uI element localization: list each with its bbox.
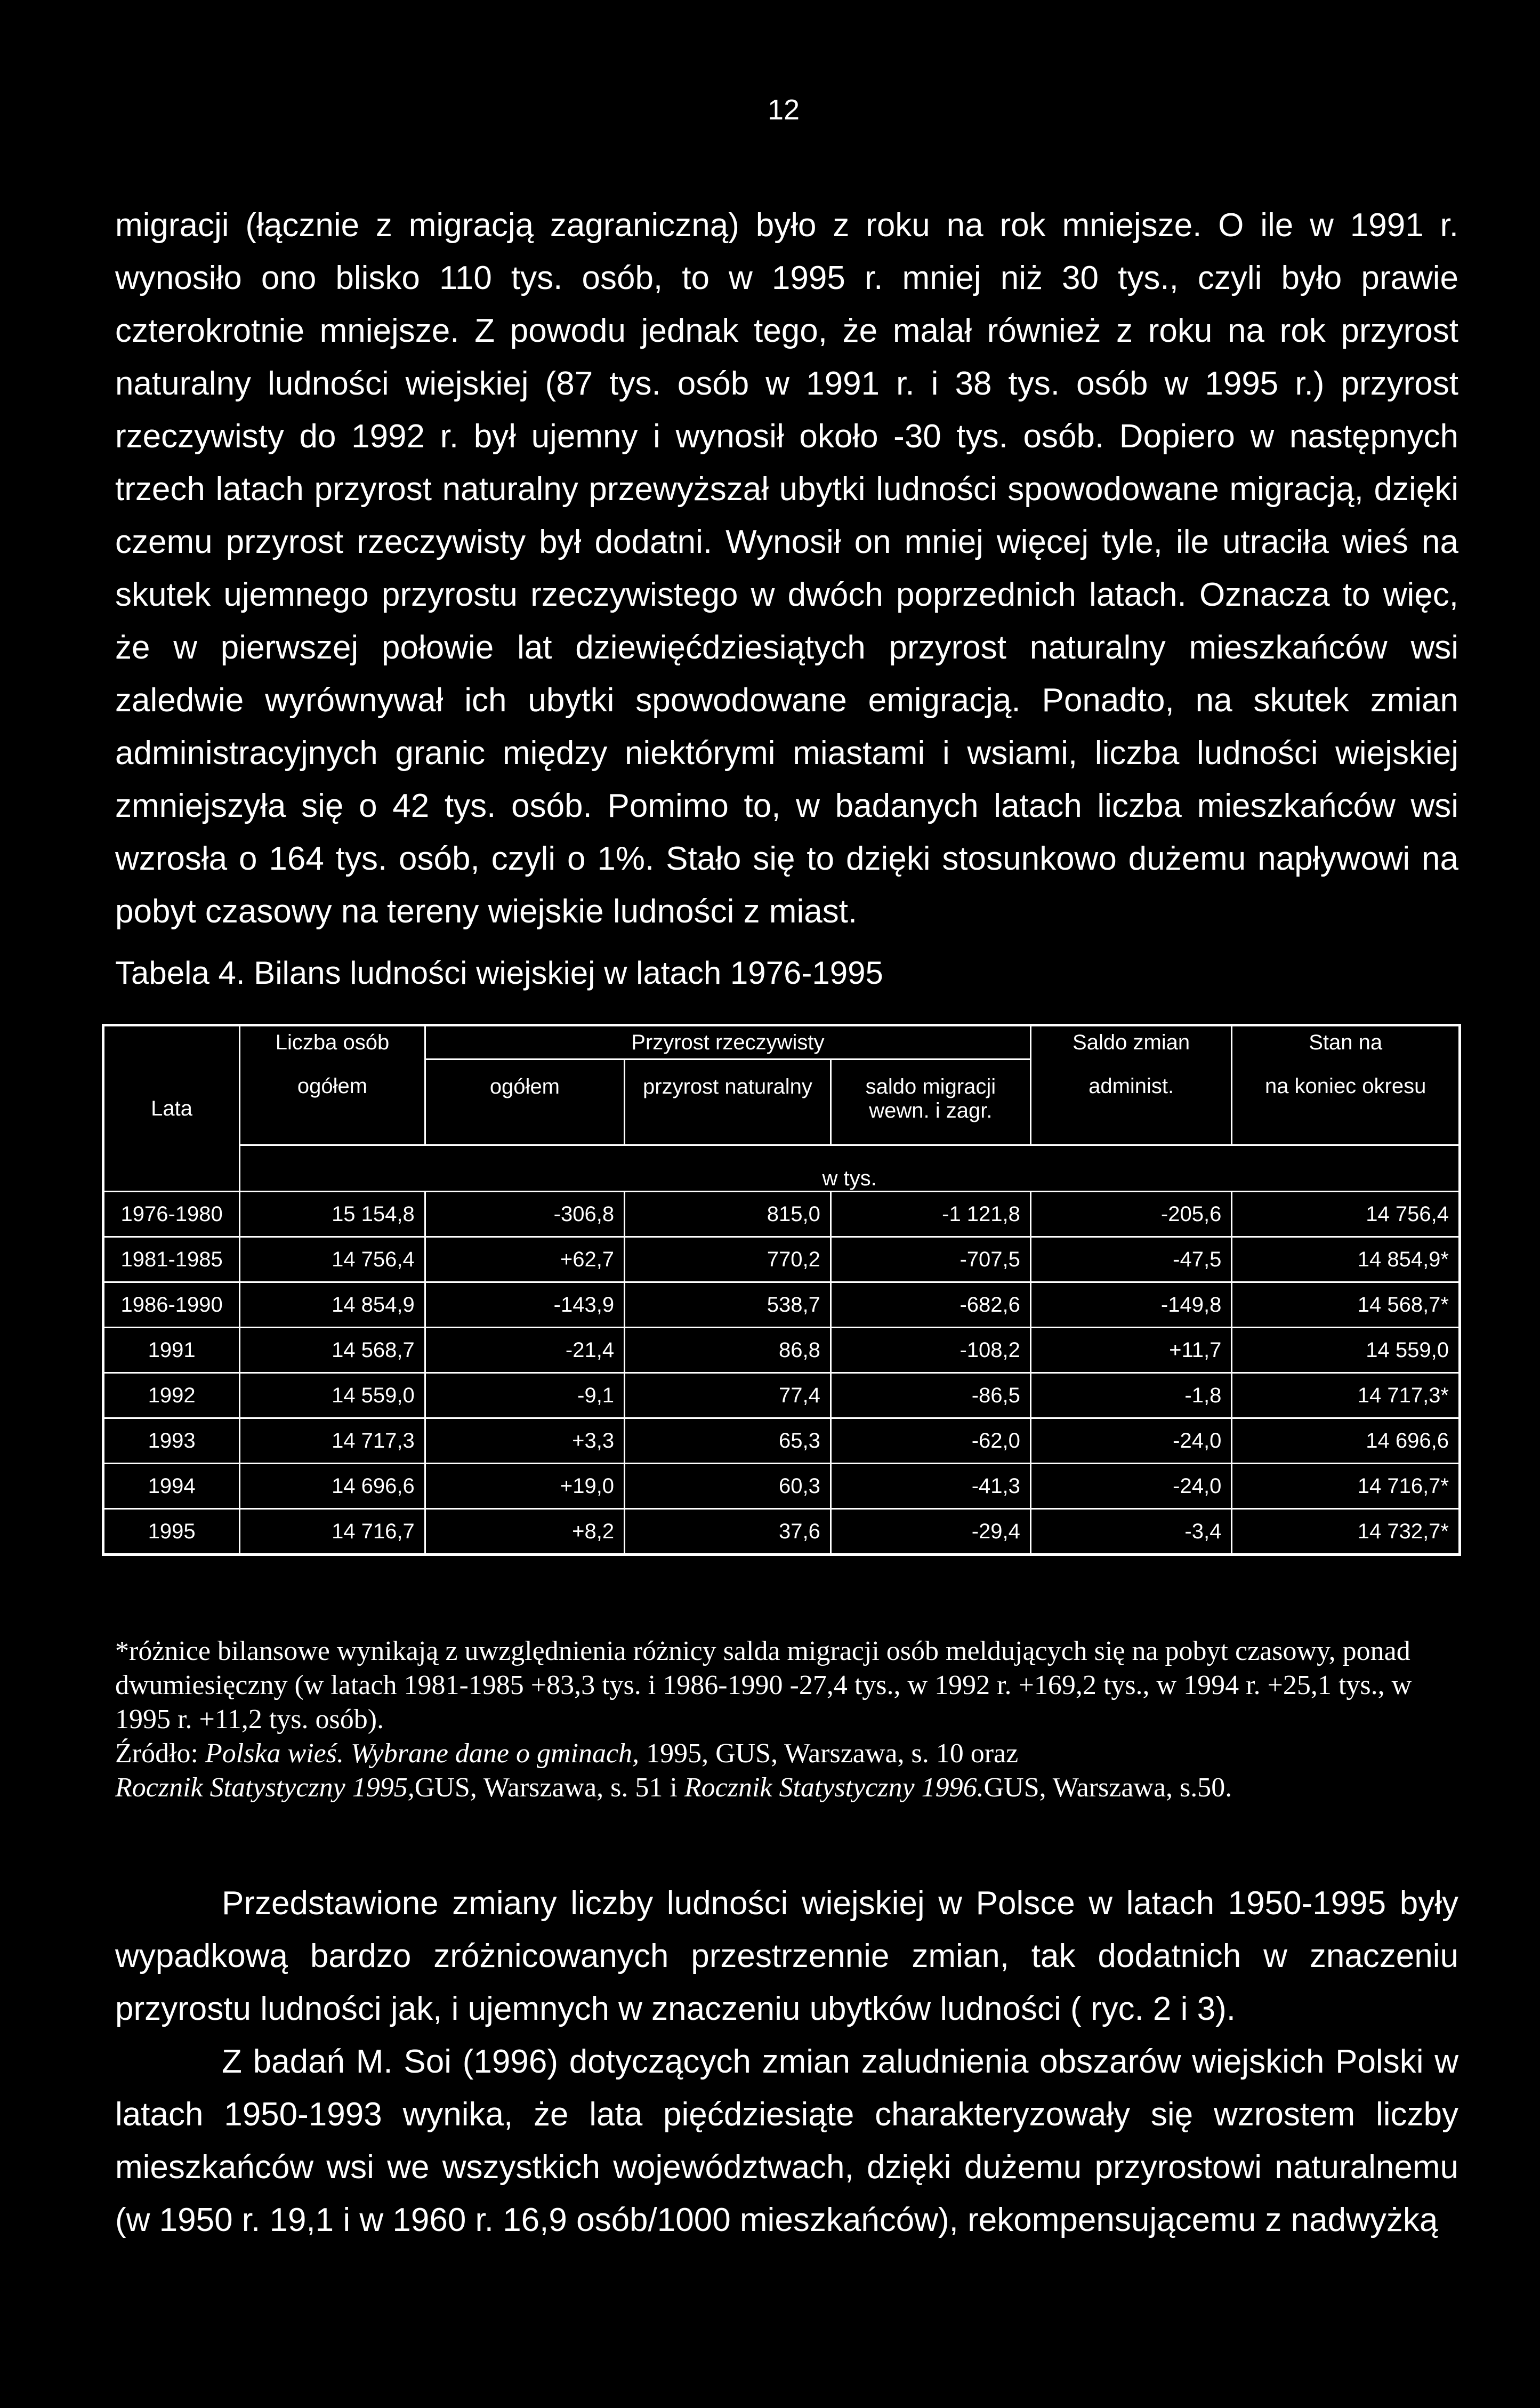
population-balance-table	[102, 1024, 1461, 1556]
header-administ: administ.	[1030, 1059, 1231, 1145]
row-period-cell: 1993	[103, 1418, 240, 1464]
row-period-cell: 1976-1980	[103, 1192, 240, 1237]
table-cell: 60,3	[625, 1464, 831, 1509]
header-ogolem-2: ogółem	[425, 1059, 624, 1145]
body-paragraph-3: Z badań M. Soi (1996) dotyczących zmian zaludnienia obszarów wiejskich Polski w latach 1950-1993 wynika, że lata pięćdziesiąte charakteryzowały się wzrostem liczby mieszkańców wsi we wszystkich województwach, dzięki dużemu przyrostowi naturalnemu (w 1950 r. 19,1 i w 1960 r. 16,9 osób/1000 mieszkańców), rekompensującemu z nadwyżką	[115, 2043, 1458, 2238]
table-cell: 14 756,4	[1232, 1192, 1460, 1237]
source-prefix: Źródło:	[115, 1738, 205, 1769]
row-period-cell: 1992	[103, 1373, 240, 1418]
table-cell: 14 696,6	[1232, 1418, 1460, 1464]
table-cell: 37,6	[625, 1509, 831, 1555]
header-stan-na: Stan na	[1232, 1025, 1460, 1059]
header-lata: Lata	[103, 1025, 240, 1192]
table-row	[103, 1509, 1460, 1555]
table-cell: -3,4	[1030, 1509, 1231, 1555]
table-cell: -143,9	[425, 1282, 624, 1328]
header-liczba-osob: Liczba osób	[240, 1025, 425, 1059]
source-rest-2: GUS, Warszawa, s. 51 i	[414, 1772, 684, 1803]
source-title-2: Rocznik Statystyczny 1995,	[115, 1772, 415, 1803]
body-section-2	[115, 1877, 1458, 2246]
footnote	[115, 1634, 1458, 1805]
table-cell: -1,8	[1030, 1373, 1231, 1418]
table-cell: -47,5	[1030, 1237, 1231, 1282]
row-period-cell: 1981-1985	[103, 1237, 240, 1282]
header-unit: w tys.	[240, 1145, 1460, 1192]
table-body	[103, 1192, 1460, 1555]
header-na-koniec-okresu: na koniec okresu	[1232, 1059, 1460, 1145]
table-cell: -62,0	[831, 1418, 1030, 1464]
table-row	[103, 1418, 1460, 1464]
table-cell: 14 756,4	[240, 1237, 425, 1282]
table-cell: 14 696,6	[240, 1464, 425, 1509]
source-line-1	[115, 1737, 1458, 1771]
table-cell: -306,8	[425, 1192, 624, 1237]
body-paragraph-1: migracji (łącznie z migracją zagraniczną) było z roku na rok mniejsze. O ile w 1991 r. wynosiło ono blisko 110 tys. osób, to w 1995 r. mniej niż 30 tys., czyli było prawie czterokrotnie mniejsze. Z powodu jednak tego, że malał również z roku na rok przyrost naturalny ludności wiejskiej (87 tys. osób w 1991 r. i 38 tys. osób w 1995 r.) przyrost rzeczywisty do 1992 r. był ujemny i wynosił około -30 tys. osób. Dopiero w następnych trzech latach przyrost naturalny przewyższał ubytki ludności spowodowane migracją, dzięki czemu przyrost rzeczywisty był dodatni. Wynosił on mniej więcej tyle, ile utraciła wieś na skutek ujemnego przyrostu rzeczywistego w dwóch poprzednich latach. Oznacza to więc, że w pierwszej połowie lat dziewięćdziesiątych przyrost naturalny mieszkańców wsi zaledwie wyrównywał ich ubytki spowodowane emigracją. Ponadto, na skutek zmian administracyjnych granic między niektórymi miastami i wsiami, liczba ludności wiejskiej zmniejszyła się o 42 tys. osób. Pomimo to, w badanych latach liczba mieszkańców wsi wzrosła o 164 tys. osób, czyli o 1%. Stało się to dzięki stosunkowo dużemu napływowi na pobyt czasowy na tereny wiejskie ludności z miast.	[115, 207, 1458, 930]
table-row	[103, 1237, 1460, 1282]
source-rest-3: GUS, Warszawa, s.50.	[983, 1772, 1232, 1803]
table-cell: 538,7	[625, 1282, 831, 1328]
table-cell: -86,5	[831, 1373, 1030, 1418]
page-number: 12	[768, 94, 800, 126]
table-cell: +19,0	[425, 1464, 624, 1509]
source-title-3: Rocznik Statystyczny 1996.	[684, 1772, 984, 1803]
row-period-cell: 1995	[103, 1509, 240, 1555]
table-cell: 14 559,0	[240, 1373, 425, 1418]
table-caption: Tabela 4. Bilans ludności wiejskiej w latach 1976-1995	[115, 955, 883, 991]
table-cell: -682,6	[831, 1282, 1030, 1328]
header-saldo-migracji: saldo migracji wewn. i zagr.	[831, 1059, 1030, 1145]
table-cell: -108,2	[831, 1328, 1030, 1373]
table-cell: 86,8	[625, 1328, 831, 1373]
table-cell: 14 559,0	[1232, 1328, 1460, 1373]
source-rest-1: 1995, GUS, Warszawa, s. 10 oraz	[639, 1738, 1019, 1769]
table-cell: -205,6	[1030, 1192, 1231, 1237]
table-cell: -149,8	[1030, 1282, 1231, 1328]
table-cell: 15 154,8	[240, 1192, 425, 1237]
table-row	[103, 1282, 1460, 1328]
table-cell: 14 854,9	[240, 1282, 425, 1328]
table-cell: -24,0	[1030, 1418, 1231, 1464]
table-cell: 14 854,9*	[1232, 1237, 1460, 1282]
table-cell: 14 568,7	[240, 1328, 425, 1373]
table-row	[103, 1373, 1460, 1418]
row-period-cell: 1986-1990	[103, 1282, 240, 1328]
table-cell: 14 568,7*	[1232, 1282, 1460, 1328]
table-row	[103, 1328, 1460, 1373]
header-przyrost-rzeczywisty: Przyrost rzeczywisty	[425, 1025, 1030, 1059]
table-cell: 815,0	[625, 1192, 831, 1237]
body-paragraph-2: Przedstawione zmiany liczby ludności wiejskiej w Polsce w latach 1950-1995 były wypadkową bardzo zróżnicowanych przestrzennie zmian, tak dodatnich w znaczeniu przyrostu ludności jak, i ujemnych w znaczeniu ubytków ludności ( ryc. 2 i 3).	[115, 1885, 1458, 2027]
table-cell: +8,2	[425, 1509, 624, 1555]
footnote-text: *różnice bilansowe wynikają z uwzględnienia różnicy salda migracji osób meldujących się na pobyt czasowy, ponad dwumiesięczny (w latach 1981-1985 +83,3 tys. i 1986-1990 -27,4 tys., w 1992 r. +169,2 tys., w 1994 r. +25,1 tys., w 1995 r. +11,2 tys. osób).	[115, 1636, 1412, 1735]
table-cell: -24,0	[1030, 1464, 1231, 1509]
header-saldo-zmian: Saldo zmian	[1030, 1025, 1231, 1059]
table-cell: 77,4	[625, 1373, 831, 1418]
table-cell: -707,5	[831, 1237, 1030, 1282]
table-cell: -9,1	[425, 1373, 624, 1418]
table-cell: 770,2	[625, 1237, 831, 1282]
table-cell: 14 716,7	[240, 1509, 425, 1555]
source-line-2	[115, 1771, 1458, 1805]
table-cell: 14 717,3	[240, 1418, 425, 1464]
table-row	[103, 1192, 1460, 1237]
table-cell: 14 732,7*	[1232, 1509, 1460, 1555]
header-ogolem-1: ogółem	[240, 1059, 425, 1145]
row-period-cell: 1994	[103, 1464, 240, 1509]
row-period-cell: 1991	[103, 1328, 240, 1373]
table-cell: -29,4	[831, 1509, 1030, 1555]
table-cell: +11,7	[1030, 1328, 1231, 1373]
table-cell: +3,3	[425, 1418, 624, 1464]
table-cell: -41,3	[831, 1464, 1030, 1509]
table-cell: -21,4	[425, 1328, 624, 1373]
table-cell: -1 121,8	[831, 1192, 1030, 1237]
header-przyrost-naturalny: przyrost naturalny	[625, 1059, 831, 1145]
table-cell: 65,3	[625, 1418, 831, 1464]
table-cell: 14 716,7*	[1232, 1464, 1460, 1509]
table-cell: +62,7	[425, 1237, 624, 1282]
table-cell: 14 717,3*	[1232, 1373, 1460, 1418]
table-row	[103, 1464, 1460, 1509]
source-title-1: Polska wieś. Wybrane dane o gminach,	[205, 1738, 640, 1769]
